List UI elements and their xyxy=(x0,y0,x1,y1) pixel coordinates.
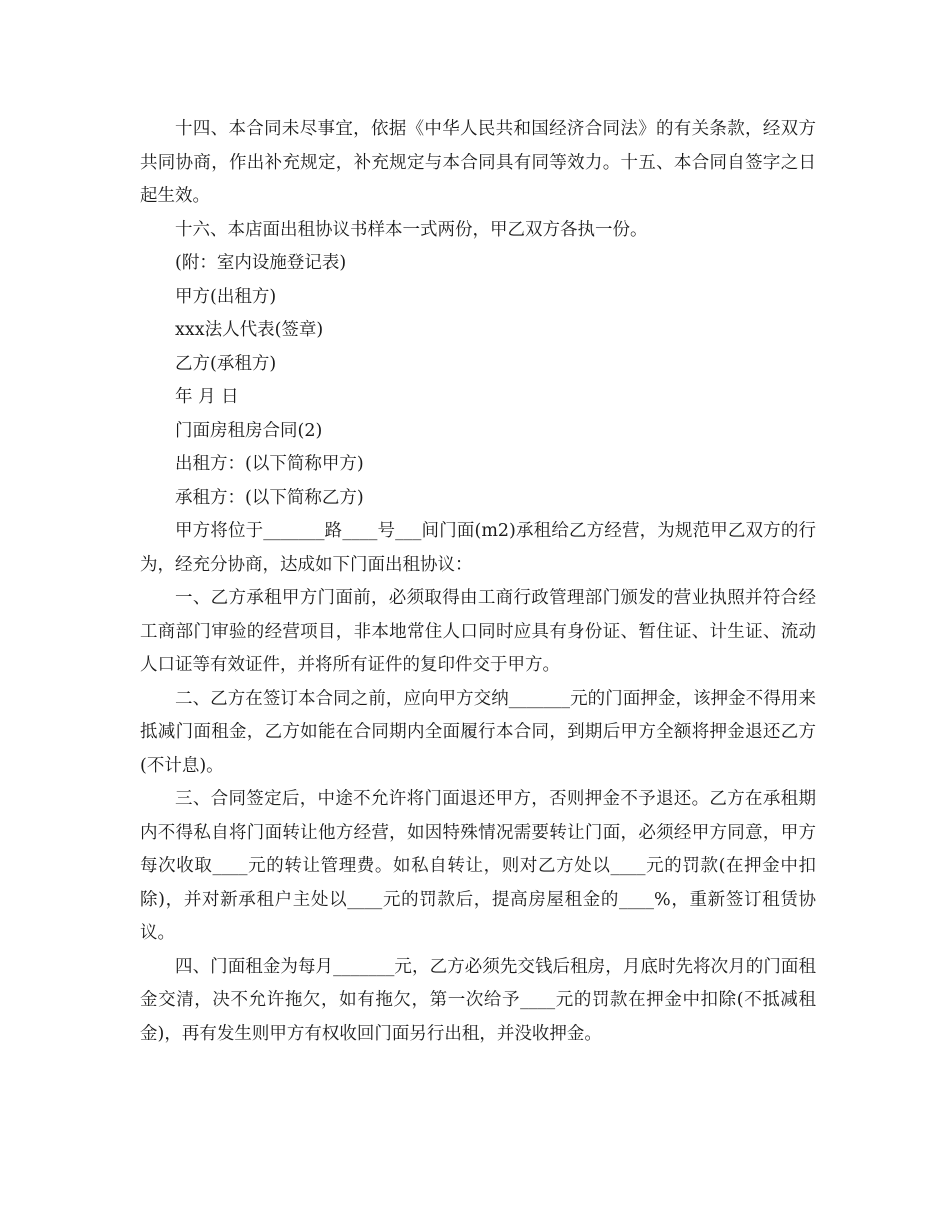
clause-3: 三、合同签定后，中途不允许将门面退还甲方，否则押金不予退还。乙方在承租期内不得私自将门面转让他方经营，如因特殊情况需要转让门面，必须经甲方同意，甲方每次收取____元的转让管理费。如私自转让，则对乙方处以____元的罚款(在押金中扣除)，并对新承租户主处以____元的罚款后，提高房屋租金的____%，重新签订租赁协议。 xyxy=(140,789,816,943)
clause-1: 一、乙方承租甲方门面前，必须取得由工商行政管理部门颁发的营业执照并符合经工商部门审验的经营项目，非本地常住人口同时应具有身份证、暂住证、计生证、流动人口证等有效证件，并将所有证件的复印件交于甲方。 xyxy=(140,588,816,675)
document-page xyxy=(140,113,816,1051)
clause-2: 二、乙方在签订本合同之前，应向甲方交纳_______元的门面押金，该押金不得用来抵减门面租金，乙方如能在合同期内全面履行本合同，到期后甲方全额将押金退还乙方(不计息)。 xyxy=(140,688,816,776)
party-a-signature-label: 甲方(出租方) xyxy=(175,286,277,307)
preamble: 甲方将位于_______路____号___间门面(m2)承租给乙方经营，为规范甲乙双方的行为，经充分协商，达成如下门面出租协议： xyxy=(140,521,816,575)
contract-2-title: 门面房租房合同(2) xyxy=(175,420,323,441)
clause-16: 十六、本店面出租协议书样本一式两份，甲乙双方各执一份。 xyxy=(175,219,648,240)
attachment-note: (附：室内设施登记表) xyxy=(175,253,347,273)
party-b-signature-label: 乙方(承租方) xyxy=(175,353,277,374)
clause-14-15: 十四、本合同未尽事宜，依据《中华人民共和国经济合同法》的有关条款，经双方共同协商，作出补充规定，补充规定与本合同具有同等效力。十五、本合同自签字之日起生效。 xyxy=(140,119,816,206)
lessee-line: 承租方：(以下简称乙方) xyxy=(175,487,364,508)
legal-representative-label: xxx法人代表(签章) xyxy=(175,320,324,340)
clause-4: 四、门面租金为每月_______元，乙方必须先交钱后租房，月底时先将次月的门面租金交清，决不允许拖欠，如有拖欠，第一次给予____元的罚款在押金中扣除(不抵减租金)，再有发生则甲方有权收回门面另行出租，并没收押金。 xyxy=(140,956,816,1044)
lessor-line: 出租方：(以下简称甲方) xyxy=(175,454,364,474)
date-line: 年 月 日 xyxy=(175,387,239,407)
